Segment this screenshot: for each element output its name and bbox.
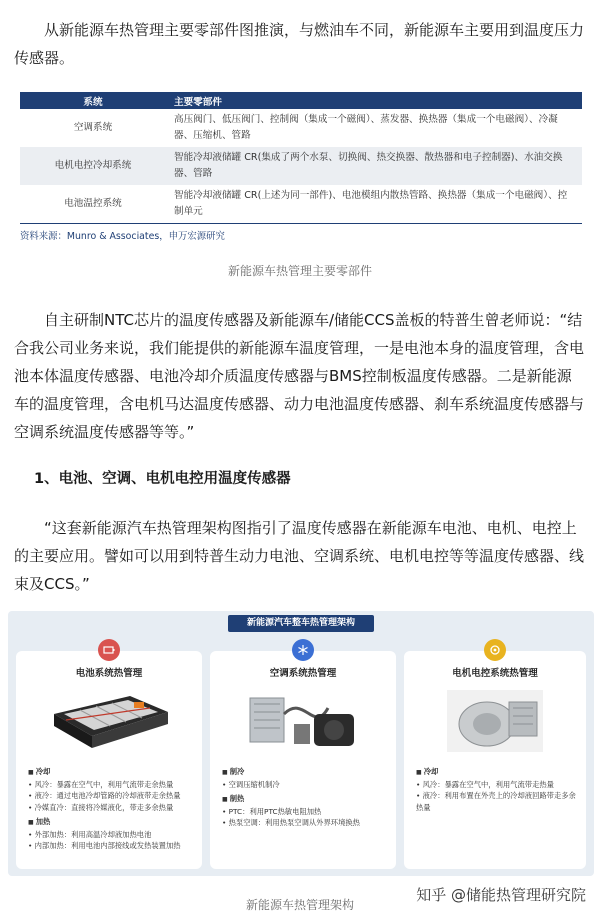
table-cell-parts: 智能冷却液储罐 CR(上述为同一部件)、电池模组内散热管路、换热器（集成一个电磁阀）、控制单元 bbox=[166, 185, 582, 224]
section-paragraph: “这套新能源汽车热管理架构图指引了温度传感器在新能源车电池、电机、电控上的主要应用。譬如可以用到特普生动力电池、空调系统、电机电控等等温度传感器、线束及CCS。” bbox=[14, 519, 585, 593]
motor-image bbox=[443, 684, 547, 756]
list-item: • 内部加热：利用电池内部接线或发热装置加热 bbox=[28, 840, 194, 852]
table-header-system: 系统 bbox=[20, 92, 166, 109]
section-label: ■ 加热 bbox=[28, 816, 194, 829]
battery-thermal-card bbox=[16, 651, 202, 869]
section-label: ■ 冷却 bbox=[416, 766, 578, 779]
ac-card-body bbox=[222, 763, 388, 829]
table-cell-system: 电池温控系统 bbox=[20, 185, 166, 224]
thermal-architecture-diagram bbox=[8, 611, 594, 876]
list-item: • 风冷：暴露在空气中，利用气流带走热量 bbox=[416, 779, 578, 791]
quote-paragraph: 自主研制NTC芯片的温度传感器及新能源车/储能CCS盖板的特普生曾老师说：“结合我公司业务来说，我们能提供的新能源车温度管理，一是电池本身的温度管理，含电池本体温度传感器、电池冷却介质温度传感器与BMS控制板温度传感器。二是新能源车的温度管理，含电机马达温度传感器、动力电池温度传感器、刹车系统温度传感器与空调系统温度传感器等等。” bbox=[14, 311, 585, 441]
table-row bbox=[20, 109, 582, 147]
table-cell-parts: 智能冷却液储罐 CR(集成了两个水泵、切换阀、热交换器、散热器和电子控制器)、水油交换器、管路 bbox=[166, 147, 582, 185]
section-heading: 1、电池、空调、电机电控用温度传感器 bbox=[34, 471, 291, 487]
table-row bbox=[20, 185, 582, 224]
table-header-parts: 主要零部件 bbox=[166, 92, 582, 109]
table-cell-system: 电机电控冷却系统 bbox=[20, 147, 166, 185]
list-item: • PTC：利用PTC热敏电阻加热 bbox=[222, 806, 388, 818]
list-item: • 空调压缩机制冷 bbox=[222, 779, 388, 791]
zhihu-watermark: 知乎 @储能热管理研究院 bbox=[416, 886, 586, 904]
table-source: 资料来源：Munro & Associates，申万宏源研究 bbox=[20, 231, 225, 242]
ac-thermal-card bbox=[210, 651, 396, 869]
intro-paragraph: 从新能源车热管理主要零部件图推演，与燃油车不同，新能源车主要用到温度压力传感器。 bbox=[14, 21, 585, 67]
card-title: 空调系统热管理 bbox=[269, 668, 337, 679]
parts-table-image bbox=[20, 92, 582, 242]
battery-pack-image bbox=[46, 684, 172, 756]
section-label: ■ 制冷 bbox=[222, 766, 388, 779]
list-item: • 热泵空调：利用热泵空调从外界环境换热 bbox=[222, 817, 388, 829]
table-cell-system: 空调系统 bbox=[73, 122, 113, 133]
list-item: • 液冷：利用布置在外壳上的冷却液回路带走多余热量 bbox=[416, 790, 578, 813]
section-label: ■ 制热 bbox=[222, 793, 388, 806]
section-label: ■ 冷却 bbox=[28, 766, 194, 779]
list-item: • 冷媒直冷：直接将冷媒液化，带走多余热量 bbox=[28, 802, 194, 814]
table-row bbox=[20, 147, 582, 185]
ac-unit-image bbox=[244, 684, 362, 756]
ac-icon bbox=[292, 639, 314, 661]
motor-thermal-card bbox=[404, 651, 586, 869]
battery-icon bbox=[98, 639, 120, 661]
card-title: 电机电控系统热管理 bbox=[452, 668, 538, 679]
diagram-title: 新能源汽车整车热管理架构 bbox=[228, 615, 374, 632]
battery-card-body bbox=[28, 763, 194, 852]
list-item: • 外部加热：利用高温冷却液加热电池 bbox=[28, 829, 194, 841]
card-title: 电池系统热管理 bbox=[75, 668, 143, 679]
motor-icon bbox=[484, 639, 506, 661]
table-cell-parts: 高压阀门、低压阀门、控制阀（集成一个磁阀）、蒸发器、换热器（集成一个电磁阀）、冷凝器、压缩机、管路 bbox=[174, 114, 558, 141]
motor-card-body bbox=[416, 763, 578, 813]
list-item: • 风冷：暴露在空气中，利用气流带走余热量 bbox=[28, 779, 194, 791]
caption-parts: 新能源车热管理主要零部件 bbox=[227, 264, 372, 278]
caption-architecture: 新能源车热管理架构 bbox=[245, 898, 354, 912]
parts-table bbox=[20, 92, 582, 224]
list-item: • 液冷：通过电池冷却管路的冷却液带走余热量 bbox=[28, 790, 194, 802]
